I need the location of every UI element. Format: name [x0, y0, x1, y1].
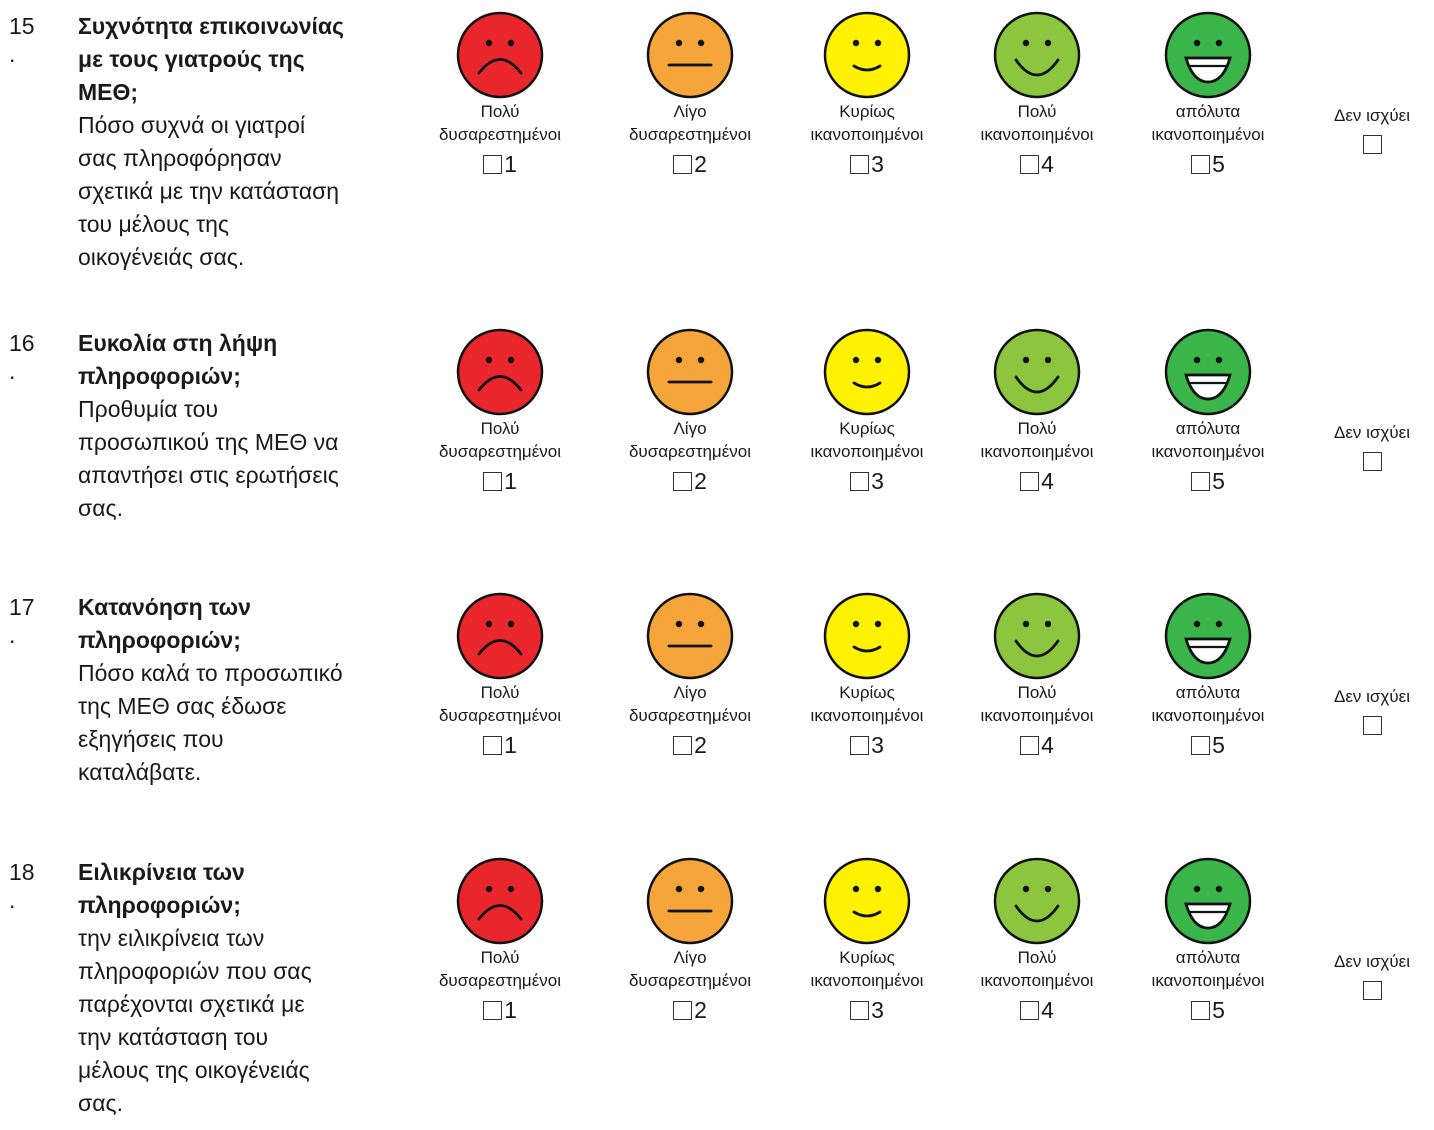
rating-checkbox[interactable] — [673, 736, 692, 755]
rating-label-line1: Κυρίως — [839, 683, 895, 702]
rating-checkbox[interactable] — [1020, 155, 1039, 174]
rating-option-4[interactable] — [957, 10, 1117, 179]
grin-face-icon — [1163, 856, 1253, 946]
not-applicable-checkbox[interactable] — [1363, 135, 1382, 154]
rating-checkbox[interactable] — [1020, 1001, 1039, 1020]
question-description-line: απαντήσει στις ερωτήσεις — [78, 462, 339, 488]
rating-value: 3 — [871, 151, 884, 177]
rating-checkbox-row — [957, 730, 1117, 760]
rating-label-line2: ικανοποιημένοι — [1151, 706, 1265, 725]
rating-label-line1: Πολύ — [480, 102, 520, 121]
rating-checkbox[interactable] — [673, 1001, 692, 1020]
rating-option-3[interactable] — [787, 856, 947, 1025]
question-number-dot: . — [9, 41, 16, 67]
rating-checkbox-row — [787, 149, 947, 179]
rating-option-1[interactable] — [420, 856, 580, 1025]
rating-label-line2: δυσαρεστημένοι — [438, 971, 562, 990]
rating-value: 2 — [694, 151, 707, 177]
rating-checkbox-row — [957, 149, 1117, 179]
rating-label-line1: Λίγο — [673, 419, 707, 438]
rating-checkbox-row — [420, 149, 580, 179]
question-description-line: πληροφοριών που σας — [78, 958, 312, 984]
rating-label-line2: ικανοποιημένοι — [1151, 125, 1265, 144]
rating-label-line1: απόλυτα — [1175, 948, 1241, 967]
rating-label-line2: ικανοποιημένοι — [810, 125, 924, 144]
question-number: 16 — [9, 330, 35, 356]
not-applicable-option[interactable] — [1312, 10, 1432, 159]
question-description-line: σας πληροφόρησαν — [78, 145, 282, 171]
rating-checkbox[interactable] — [483, 1001, 502, 1020]
neutral-face-icon — [645, 10, 735, 100]
neutral-face-icon — [645, 856, 735, 946]
rating-label-line2: δυσαρεστημένοι — [628, 125, 752, 144]
rating-label-line1: Πολύ — [1017, 419, 1057, 438]
rating-option-5[interactable] — [1128, 856, 1288, 1025]
question-description-line: Προθυμία του — [78, 396, 219, 422]
rating-value: 1 — [504, 732, 517, 758]
question-description-line: οικογένειάς σας. — [78, 244, 245, 270]
rating-checkbox[interactable] — [1191, 155, 1210, 174]
question-description-line: παρέχονται σχετικά με — [78, 991, 305, 1017]
rating-checkbox[interactable] — [483, 155, 502, 174]
rating-label-line1: απόλυτα — [1175, 419, 1241, 438]
rating-option-5[interactable] — [1128, 591, 1288, 760]
rating-option-3[interactable] — [787, 10, 947, 179]
rating-option-2[interactable] — [610, 327, 770, 496]
rating-checkbox-row — [787, 466, 947, 496]
rating-option-2[interactable] — [610, 591, 770, 760]
question-text — [78, 591, 398, 789]
not-applicable-checkbox[interactable] — [1363, 452, 1382, 471]
grin-face-icon — [1163, 327, 1253, 417]
rating-checkbox-row — [787, 995, 947, 1025]
question-description-line: καταλάβατε. — [78, 759, 202, 785]
question-text — [78, 856, 398, 1120]
question-description-line: εξηγήσεις που — [78, 726, 224, 752]
question-description-line: Πόσο καλά το προσωπικό — [78, 660, 343, 686]
rating-checkbox[interactable] — [673, 155, 692, 174]
rating-label-line2: δυσαρεστημένοι — [628, 971, 752, 990]
smile-face-icon — [992, 591, 1082, 681]
rating-checkbox-row — [420, 995, 580, 1025]
rating-value: 2 — [694, 732, 707, 758]
neutral-face-icon — [645, 591, 735, 681]
rating-label-line1: Πολύ — [480, 419, 520, 438]
rating-option-5[interactable] — [1128, 327, 1288, 496]
rating-checkbox[interactable] — [1191, 1001, 1210, 1020]
question-description-line: σας. — [78, 1090, 123, 1116]
rating-label-line2: δυσαρεστημένοι — [438, 706, 562, 725]
slight-smile-face-icon — [822, 10, 912, 100]
slight-smile-face-icon — [822, 327, 912, 417]
rating-label-line2: δυσαρεστημένοι — [438, 442, 562, 461]
rating-option-1[interactable] — [420, 10, 580, 179]
rating-label-line1: Κυρίως — [839, 948, 895, 967]
question-description-line: της ΜΕΘ σας έδωσε — [78, 693, 287, 719]
rating-option-2[interactable] — [610, 10, 770, 179]
not-applicable-checkbox[interactable] — [1363, 716, 1382, 735]
rating-checkbox-row — [610, 466, 770, 496]
question-number-dot: . — [9, 887, 16, 913]
question-description-line: σχετικά με την κατάσταση — [78, 178, 340, 204]
question-description-line: Πόσο συχνά οι γιατροί — [78, 112, 306, 138]
rating-label-line1: Λίγο — [673, 948, 707, 967]
rating-checkbox-row — [957, 995, 1117, 1025]
rating-label-line1: Πολύ — [480, 683, 520, 702]
neutral-face-icon — [645, 327, 735, 417]
question-number: 17 — [9, 594, 35, 620]
slight-smile-face-icon — [822, 856, 912, 946]
rating-label-line1: Κυρίως — [839, 419, 895, 438]
rating-checkbox[interactable] — [1191, 472, 1210, 491]
rating-label-line1: απόλυτα — [1175, 102, 1241, 121]
sad-face-icon — [455, 591, 545, 681]
rating-checkbox[interactable] — [483, 472, 502, 491]
rating-checkbox[interactable] — [483, 736, 502, 755]
rating-label-line1: απόλυτα — [1175, 683, 1241, 702]
rating-value: 4 — [1041, 468, 1054, 494]
not-applicable-checkbox[interactable] — [1363, 981, 1382, 1000]
smile-face-icon — [992, 327, 1082, 417]
rating-value: 1 — [504, 997, 517, 1023]
not-applicable-option[interactable] — [1312, 591, 1432, 740]
question-description-line: την ειλικρίνεια των — [78, 925, 265, 951]
smile-face-icon — [992, 10, 1082, 100]
question-number-dot: . — [9, 622, 16, 648]
question-description-line: την κατάσταση του — [78, 1024, 269, 1050]
rating-value: 4 — [1041, 732, 1054, 758]
rating-value: 5 — [1212, 997, 1225, 1023]
question-number: 18 — [9, 859, 35, 885]
rating-checkbox[interactable] — [1191, 736, 1210, 755]
question-title-line: Ευκολία στη λήψη — [78, 330, 278, 356]
rating-option-4[interactable] — [957, 327, 1117, 496]
rating-checkbox[interactable] — [1020, 472, 1039, 491]
not-applicable-option[interactable] — [1312, 856, 1432, 1005]
rating-checkbox-row — [610, 149, 770, 179]
question-description-line: του μέλους της — [78, 211, 229, 237]
rating-label-line2: δυσαρεστημένοι — [438, 125, 562, 144]
rating-value: 5 — [1212, 468, 1225, 494]
rating-label-line1: Πολύ — [1017, 102, 1057, 121]
rating-checkbox-row — [1128, 730, 1288, 760]
not-applicable-label: Δεν ισχύει — [1333, 687, 1410, 706]
rating-option-4[interactable] — [957, 591, 1117, 760]
rating-checkbox[interactable] — [850, 155, 869, 174]
rating-option-4[interactable] — [957, 856, 1117, 1025]
sad-face-icon — [455, 327, 545, 417]
rating-label-line2: ικανοποιημένοι — [810, 971, 924, 990]
rating-checkbox-row — [1128, 995, 1288, 1025]
rating-value: 3 — [871, 468, 884, 494]
question-description-line: προσωπικού της ΜΕΘ να — [78, 429, 339, 455]
not-applicable-label: Δεν ισχύει — [1333, 423, 1410, 442]
not-applicable-label: Δεν ισχύει — [1333, 952, 1410, 971]
rating-label-line1: Λίγο — [673, 102, 707, 121]
not-applicable-label: Δεν ισχύει — [1333, 106, 1410, 125]
rating-value: 2 — [694, 468, 707, 494]
rating-checkbox[interactable] — [850, 1001, 869, 1020]
rating-value: 1 — [504, 468, 517, 494]
question-title-line: Κατανόηση των — [78, 594, 251, 620]
question-title-line: πληροφοριών; — [78, 892, 241, 918]
smile-face-icon — [992, 856, 1082, 946]
sad-face-icon — [455, 10, 545, 100]
rating-value: 2 — [694, 997, 707, 1023]
rating-label-line2: ικανοποιημένοι — [1151, 971, 1265, 990]
rating-option-5[interactable] — [1128, 10, 1288, 179]
rating-label-line1: Λίγο — [673, 683, 707, 702]
rating-label-line2: ικανοποιημένοι — [980, 706, 1094, 725]
slight-smile-face-icon — [822, 591, 912, 681]
rating-option-1[interactable] — [420, 327, 580, 496]
rating-checkbox[interactable] — [850, 736, 869, 755]
question-title-line: ΜΕΘ; — [78, 79, 139, 105]
rating-label-line2: ικανοποιημένοι — [810, 442, 924, 461]
question-text — [78, 327, 398, 525]
rating-option-3[interactable] — [787, 591, 947, 760]
rating-checkbox-row — [610, 995, 770, 1025]
rating-label-line1: Πολύ — [480, 948, 520, 967]
grin-face-icon — [1163, 10, 1253, 100]
rating-value: 3 — [871, 997, 884, 1023]
rating-label-line2: ικανοποιημένοι — [980, 125, 1094, 144]
rating-value: 1 — [504, 151, 517, 177]
question-description-line: μέλους της οικογένειάς — [78, 1057, 310, 1083]
rating-label-line1: Πολύ — [1017, 948, 1057, 967]
rating-label-line2: ικανοποιημένοι — [810, 706, 924, 725]
rating-checkbox-row — [1128, 466, 1288, 496]
rating-value: 4 — [1041, 151, 1054, 177]
question-number: 15 — [9, 13, 35, 39]
not-applicable-option[interactable] — [1312, 327, 1432, 476]
rating-label-line1: Πολύ — [1017, 683, 1057, 702]
rating-option-1[interactable] — [420, 591, 580, 760]
rating-value: 5 — [1212, 151, 1225, 177]
rating-option-3[interactable] — [787, 327, 947, 496]
rating-value: 5 — [1212, 732, 1225, 758]
rating-checkbox-row — [957, 466, 1117, 496]
rating-option-2[interactable] — [610, 856, 770, 1025]
rating-checkbox[interactable] — [1020, 736, 1039, 755]
rating-checkbox-row — [420, 466, 580, 496]
question-description-line: σας. — [78, 495, 123, 521]
question-title-line: Συχνότητα επικοινωνίας — [78, 13, 345, 39]
question-text — [78, 10, 398, 274]
question-title-line: πληροφοριών; — [78, 363, 241, 389]
rating-checkbox-row — [420, 730, 580, 760]
question-title-line: με τους γιατρούς της — [78, 46, 305, 72]
rating-checkbox-row — [610, 730, 770, 760]
rating-checkbox[interactable] — [673, 472, 692, 491]
question-title-line: Ειλικρίνεια των — [78, 859, 245, 885]
rating-checkbox-row — [787, 730, 947, 760]
rating-value: 4 — [1041, 997, 1054, 1023]
rating-label-line1: Κυρίως — [839, 102, 895, 121]
rating-label-line2: δυσαρεστημένοι — [628, 442, 752, 461]
rating-label-line2: ικανοποιημένοι — [1151, 442, 1265, 461]
rating-value: 3 — [871, 732, 884, 758]
grin-face-icon — [1163, 591, 1253, 681]
rating-label-line2: ικανοποιημένοι — [980, 971, 1094, 990]
rating-label-line2: ικανοποιημένοι — [980, 442, 1094, 461]
rating-checkbox[interactable] — [850, 472, 869, 491]
rating-checkbox-row — [1128, 149, 1288, 179]
question-number-dot: . — [9, 358, 16, 384]
question-title-line: πληροφοριών; — [78, 627, 241, 653]
rating-label-line2: δυσαρεστημένοι — [628, 706, 752, 725]
sad-face-icon — [455, 856, 545, 946]
